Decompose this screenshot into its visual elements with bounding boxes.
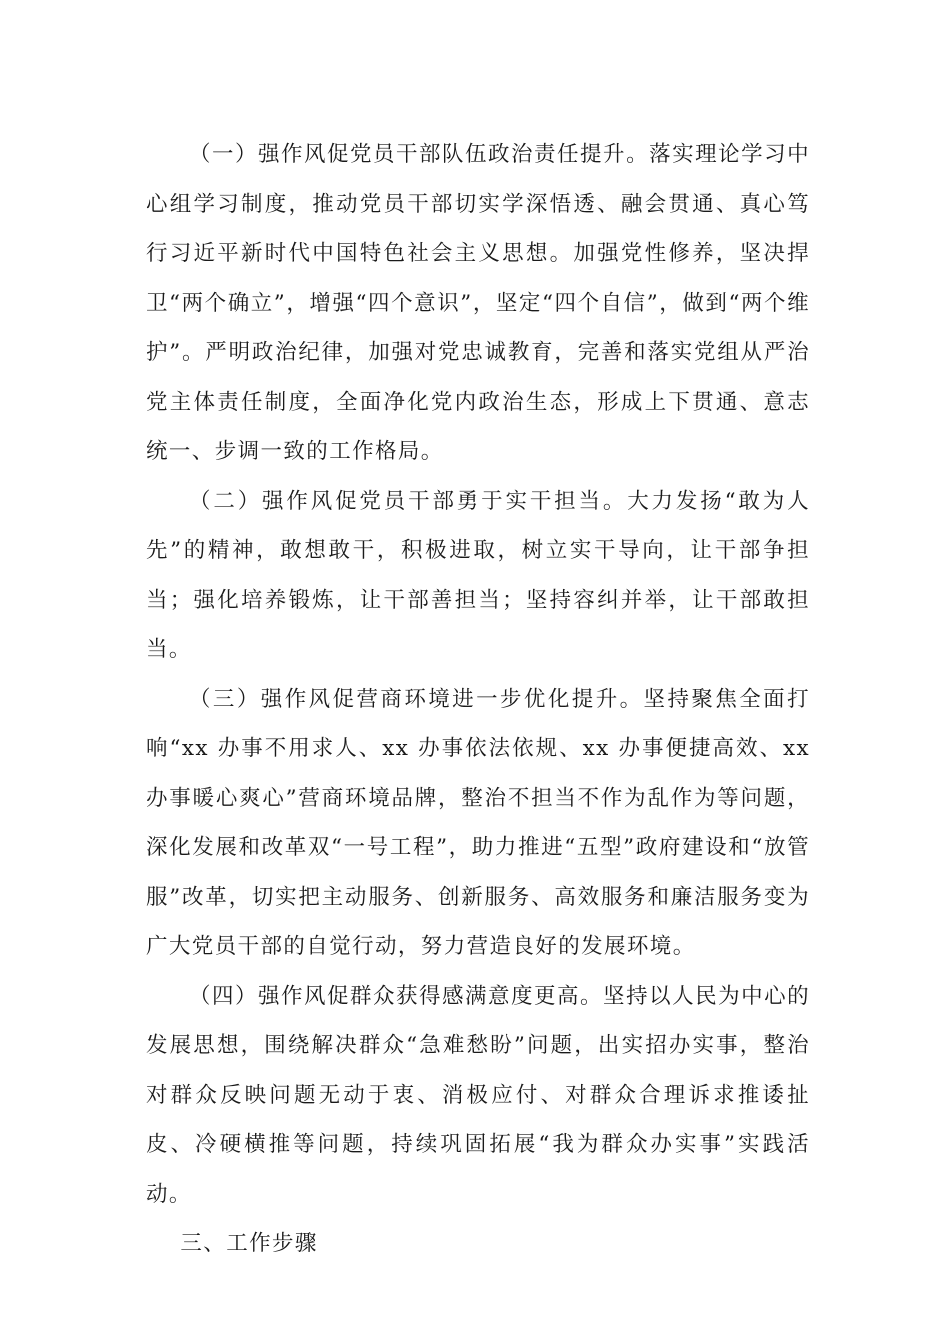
paragraph-4: （四）强作风促群众获得感满意度更高。坚持以人民为中心的发展思想，围绕解决群众“急难愁盼”问题，出实招办实事，整治对群众反映问题无动于衷、消极应付、对群众合理诉求推诿扯皮、冷硬横推等问题，持续巩固拓展“我为群众办实事”实践活动。: [146, 983, 810, 1207]
document-body: [146, 130, 810, 1269]
section-heading: 三、工作步骤: [180, 1231, 318, 1256]
paragraph-2: （二）强作风促党员干部勇于实干担当。大力发扬“敢为人先”的精神，敢想敢干，积极进取，树立实干导向，让干部争担当；强化培养锻炼，让干部善担当；坚持容纠并举，让干部敢担当。: [146, 488, 810, 662]
paragraph-1: （一）强作风促党员干部队伍政治责任提升。落实理论学习中心组学习制度，推动党员干部切实学深悟透、融会贯通、真心笃行习近平新时代中国特色社会主义思想。加强党性修养，坚决捍卫“两个确立”，增强“四个意识”，坚定“四个自信”，做到“两个维护”。严明政治纪律，加强对党忠诚教育，完善和落实党组从严治党主体责任制度，全面净化党内政治生态，形成上下贯通、意志统一、步调一致的工作格局。: [146, 142, 810, 464]
paragraph-3: （三）强作风促营商环境进一步优化提升。坚持聚焦全面打响“xx 办事不用求人、xx 办事依法依规、xx 办事便捷高效、xx 办事暖心爽心”营商环境品牌，整治不担当不作为乱作为等问题，深化发展和改革双“一号工程”，助力推进“五型”政府建设和“放管服”改革，切实把主动服务、创新服务、高效服务和廉洁服务变为广大党员干部的自觉行动，努力营造良好的发展环境。: [146, 686, 810, 959]
